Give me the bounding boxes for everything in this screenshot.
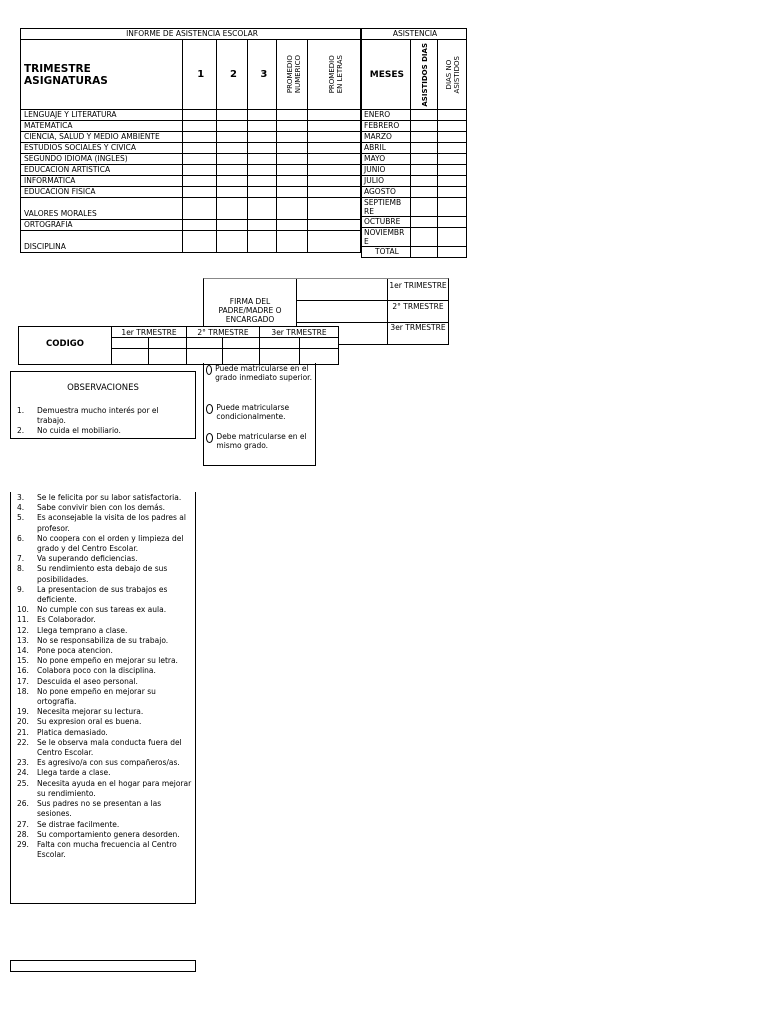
month-name: SEPTIEMB RE <box>362 198 411 217</box>
month-name: JULIO <box>362 176 411 187</box>
promedio-numerico-header: PROMEDIO NUMERICO <box>277 40 308 110</box>
month-name: NOVIEMBR E <box>362 228 411 247</box>
codigo-label: CODIGO <box>46 339 84 349</box>
signature-t2: 2° TRMESTRE <box>392 302 444 311</box>
codigo-t1: 1er TRMESTRE <box>121 328 177 337</box>
observation-item: 22. Se le observa mala conducta fuera del Centro Escolar. <box>17 737 182 758</box>
month-name: MARZO <box>362 132 411 143</box>
observation-item: 28. Su comportamiento genera desorden. <box>17 829 180 839</box>
meses-header: MESES <box>362 40 411 110</box>
observation-item: 23. Es agresivo/a con sus compañeros/as. <box>17 758 180 768</box>
subject-name: SEGUNDO IDIOMA (INGLES) <box>21 154 183 165</box>
signature-t3: 3er TRMESTRE <box>390 323 446 332</box>
observation-item: 11. Es Colaborador. <box>17 615 96 625</box>
observation-item: 8. Su rendimiento esta debajo de sus posibilidades. <box>17 564 168 584</box>
total-label: TOTAL <box>362 247 411 258</box>
subject-name: VALORES MORALES <box>21 198 183 220</box>
observation-item: 14. Pone poca atencion. <box>17 646 113 656</box>
observation-item: 7. Va superando deficiencias. <box>17 554 138 564</box>
observation-item: 25. Necesita ayuda en el hogar para mejorar su rendimiento. <box>17 778 192 798</box>
radio-icon[interactable] <box>206 433 213 443</box>
promotion-option[interactable]: Debe matricularse en el mismo grado. <box>206 432 314 450</box>
subject-name: INFORMATICA <box>21 176 183 187</box>
month-row <box>362 228 467 247</box>
trimestre-2-header: 2 <box>216 40 248 110</box>
grades-title: INFORME DE ASISTENCIA ESCOLAR <box>21 29 361 40</box>
month-row <box>362 187 467 198</box>
observations-box <box>10 371 196 439</box>
observation-item: 3. Se le felicita por su labor satisfactoria. <box>17 493 182 502</box>
observation-item: 26. Sus padres no se presentan a las sesiones. <box>17 799 162 819</box>
codigo-t2: 2° TRMESTRE <box>197 328 249 337</box>
month-row <box>362 121 467 132</box>
month-row <box>362 176 467 187</box>
trimestre-asignaturas-header: TRIMESTRE ASIGNATURAS <box>21 40 183 110</box>
subject-name: CIENCIA, SALUD Y MEDIO AMBIENTE <box>21 132 183 143</box>
total-row <box>362 247 467 258</box>
attendance-title: ASISTENCIA <box>362 29 467 40</box>
observation-item: 6. No coopera con el orden y limpieza del grado y del Centro Escolar. <box>17 533 184 554</box>
subject-row <box>21 231 361 253</box>
month-row <box>362 143 467 154</box>
month-name: OCTUBRE <box>362 217 411 228</box>
observation-item: 16. Colabora poco con la disciplina. <box>17 666 156 676</box>
observation-item: 24. Llega tarde a clase. <box>17 768 111 778</box>
observation-item: 10. No cumple con sus tareas ex aula. <box>17 605 167 615</box>
observations-title: OBSERVACIONES <box>67 383 139 393</box>
promotion-option[interactable]: Puede matricularse condicionalmente. <box>206 403 314 421</box>
subject-name: ORTOGRAFIA <box>21 220 183 231</box>
month-name: ABRIL <box>362 143 411 154</box>
month-row <box>362 165 467 176</box>
dias-asistidos-header: ASISTIDOS DIAS <box>410 40 437 110</box>
subject-row <box>21 132 361 143</box>
subject-row <box>21 143 361 154</box>
trimestre-1-header: 1 <box>182 40 216 110</box>
month-row <box>362 132 467 143</box>
subject-row <box>21 165 361 176</box>
month-name: MAYO <box>362 154 411 165</box>
month-row <box>362 217 467 228</box>
month-name: JUNIO <box>362 165 411 176</box>
signature-label: FIRMA DEL PADRE/MADRE O ENCARGADO <box>218 297 282 324</box>
observation-item: 15. No pone empeño en mejorar su letra. <box>17 656 178 666</box>
subject-name: EDUCACION FISICA <box>21 187 183 198</box>
trimestre-3-header: 3 <box>248 40 277 110</box>
subject-row <box>21 220 361 231</box>
observation-item: 27. Se distrae facilmente. <box>17 819 120 829</box>
subject-row <box>21 121 361 132</box>
observation-item: 5. Es aconsejable la visita de los padres al profesor. <box>17 513 186 533</box>
attendance-table <box>361 28 467 258</box>
observation-item: 1. Demuestra mucho interés por el trabajo. <box>17 406 159 426</box>
month-row <box>362 154 467 165</box>
observations-list <box>17 493 195 860</box>
subject-row <box>21 110 361 121</box>
promotion-box <box>203 363 316 466</box>
month-name: ENERO <box>362 110 411 121</box>
observation-item: 19. Necesita mejorar su lectura. <box>17 707 144 717</box>
observation-item: 4. Sabe convivir bien con los demás. <box>17 503 166 513</box>
subject-name: LENGUAJE Y LITERATURA <box>21 110 183 121</box>
promedio-letras-header: PROMEDIO EN LETRAS <box>308 40 361 110</box>
radio-icon[interactable] <box>206 404 213 414</box>
radio-icon[interactable] <box>206 365 212 375</box>
observation-item: 2. No cuida el mobiliario. <box>17 426 121 436</box>
dias-no-asistidos-header: DIAS NO ASISTIDOS <box>438 40 467 110</box>
observation-item: 18. No pone empeño en mejorar su ortografia. <box>17 686 156 707</box>
codigo-box <box>18 326 339 365</box>
subject-name: ESTUDIOS SOCIALES Y CIVICA <box>21 143 183 154</box>
subject-name: MATEMATICA <box>21 121 183 132</box>
subject-name: DISCIPLINA <box>21 231 183 253</box>
subject-row <box>21 187 361 198</box>
empty-field[interactable] <box>10 960 196 972</box>
subject-row <box>21 154 361 165</box>
signature-t1: 1er TRIMESTRE <box>389 281 447 290</box>
subject-row <box>21 176 361 187</box>
observation-item: 20. Su expresion oral es buena. <box>17 717 142 727</box>
promotion-option[interactable]: Puede matricularse en el grado inmediato superior. <box>206 364 314 382</box>
observation-item: 12. Llega temprano a clase. <box>17 625 128 635</box>
observation-item: 13. No se responsabiliza de su trabajo. <box>17 635 169 645</box>
subject-row <box>21 198 361 220</box>
subject-name: EDUCACION ARTISTICA <box>21 165 183 176</box>
observations-list-box <box>10 492 196 904</box>
month-row <box>362 110 467 121</box>
month-name: AGOSTO <box>362 187 411 198</box>
codigo-t3: 3er TRMESTRE <box>271 328 327 337</box>
grades-table <box>20 28 361 253</box>
observation-item: 21. Platica demasiado. <box>17 727 108 737</box>
month-row <box>362 198 467 217</box>
observation-item: 9. La presentacion de sus trabajos es deficiente. <box>17 584 168 605</box>
month-name: FEBRERO <box>362 121 411 132</box>
observation-item: 17. Descuida el aseo personal. <box>17 676 138 686</box>
observation-item: 29. Falta con mucha frecuencia al Centro Escolar. <box>17 839 177 860</box>
observations-list-top <box>17 406 189 437</box>
